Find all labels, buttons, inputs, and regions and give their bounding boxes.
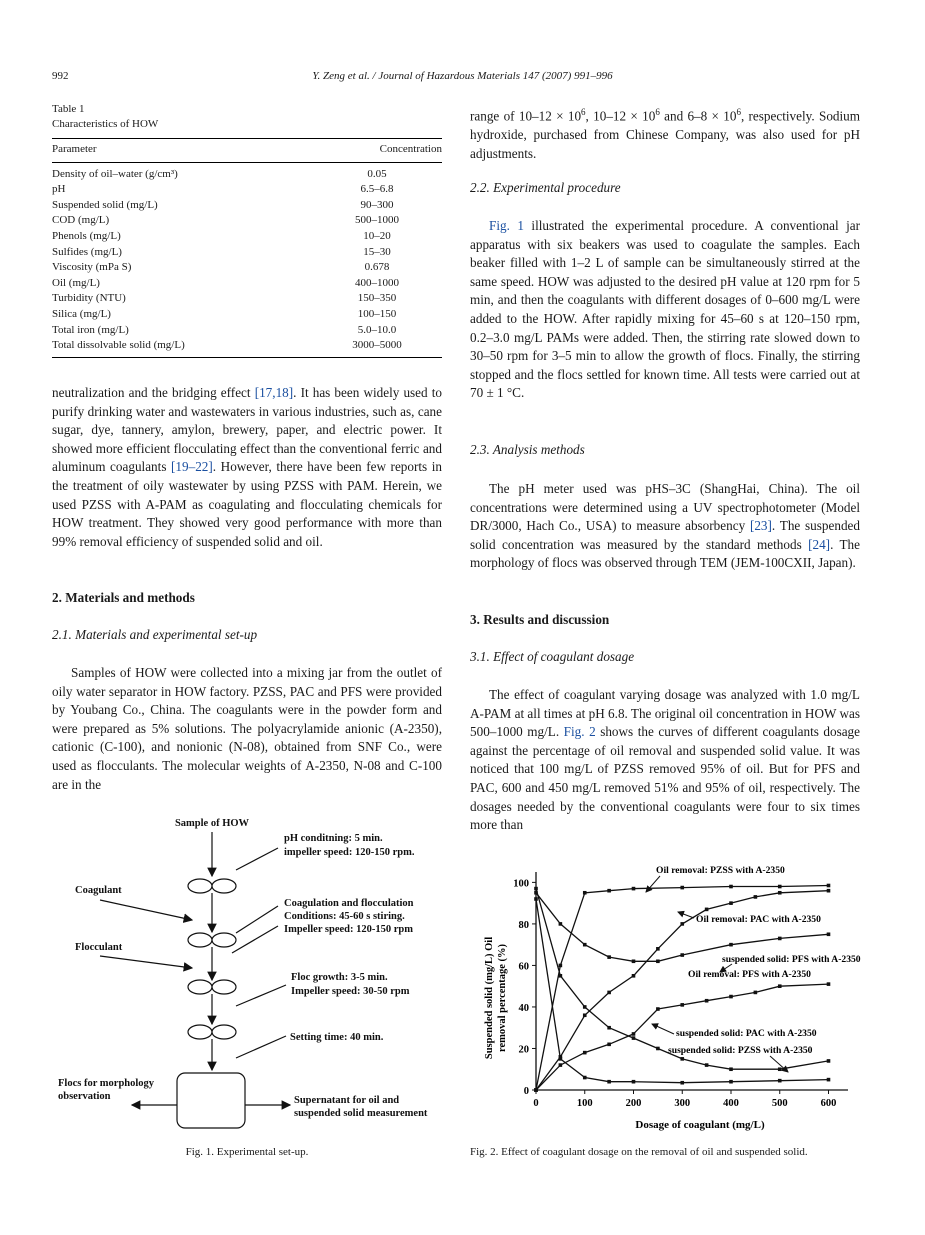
data-point <box>607 991 611 995</box>
table-row <box>52 198 442 214</box>
table-row <box>52 276 442 292</box>
data-point <box>534 891 538 895</box>
parameter-cell: COD (mg/L) <box>52 214 110 227</box>
intro-text: . However, there have been few reports in the treatment of oily wastewater by using PZSS with PAM. Herein, we used PZSS with A-PAM as coagulating and flocculating chemicals for HOW treatment. They showed very good performance with more than 99% removal efficiency of suspended solid and oil. <box>52 459 443 549</box>
x-tick-label: 0 <box>533 1098 539 1109</box>
data-point <box>583 1005 587 1009</box>
series-annotation: suspended solid: PFS with A-2350 <box>722 954 861 965</box>
table-row <box>52 338 442 357</box>
series-annotation: Oil removal: PAC with A-2350 <box>696 914 821 925</box>
y-tick-label: 100 <box>513 878 529 890</box>
mw-text: range of 10–12 × 10 <box>470 108 582 124</box>
superscript: 6 <box>581 107 586 117</box>
table-row <box>52 245 442 261</box>
subsection-heading: 2.2. Experimental procedure <box>470 180 621 195</box>
flocs-label-line2: observation <box>58 1091 111 1102</box>
concentration-cell: 0.05 <box>367 167 387 180</box>
y-axis-label-line1: Suspended solid (mg/L) Oil <box>484 936 495 1060</box>
running-title: Y. Zeng et al. / Journal of Hazardous Materials 147 (2007) 991–996 <box>312 70 613 82</box>
results-text: shows the curves of different coagulants dosage against the percentage of oil removal and suspended solid value. It was noticed that 100 mg/L of PZSS removed 95% of oil. But for PFS and PAC, 600 and 450 mg/L removed 51% and 95% of oil, respectively. The dosages needed by the conventional coagulants were four to six times more than <box>470 724 861 833</box>
data-point <box>583 1013 587 1017</box>
data-point <box>729 1080 733 1084</box>
right-column-procedure <box>470 217 860 403</box>
table-label: Table 1 <box>52 103 85 115</box>
data-point <box>583 891 587 895</box>
data-point <box>827 982 831 986</box>
subsection-heading: 3.1. Effect of coagulant dosage <box>470 649 635 664</box>
data-point <box>778 885 782 889</box>
y-tick-label: 80 <box>518 919 529 931</box>
step2-line2: Conditions: 45-60 s stiring. <box>284 911 405 922</box>
concentration-cell: 6.5–6.8 <box>360 183 394 196</box>
data-point <box>559 1063 563 1067</box>
data-point <box>607 889 611 893</box>
table-row <box>52 307 442 323</box>
data-point <box>680 886 684 890</box>
figure-link[interactable]: Fig. 1 <box>489 218 524 233</box>
citation-link[interactable]: [17,18] <box>254 385 294 400</box>
supernatant-line2: suspended solid measurement <box>294 1108 428 1119</box>
data-point <box>680 922 684 926</box>
data-point <box>583 943 587 947</box>
section-heading: 2. Materials and methods <box>52 590 195 605</box>
data-point <box>729 943 733 947</box>
citation-link[interactable]: [23] <box>749 518 772 534</box>
parameter-cell: Total iron (mg/L) <box>52 323 129 336</box>
x-tick-label: 600 <box>820 1098 837 1109</box>
procedure-text: illustrated the experimental procedure. A conventional jar apparatus with six beakers was used to coagulate the samples. Each beaker filled with 1–2 L of sample can be simultaneously stirred at the same speed. HOW was adjusted to the desired pH value at 120 rpm for 5 min, and then the coagulants with different dosages of 0–600 mg/L were added to the HOW. After rapidly mixing for 45–60 s at 120–150 rpm, 0.2–3.0 mg/L PAMs were added. Then, the stirring rate slowed down to 30–50 rpm for 3–5 min to allow the growth of flocs. Finally, the stirring stopped and the flocs settled for known time. All tests were carried out at 70 ± 1 °C. <box>470 218 860 401</box>
data-point <box>680 1003 684 1007</box>
step2-line3: Impeller speed: 120-150 rpm <box>284 924 413 935</box>
data-point <box>632 1036 636 1040</box>
data-point <box>607 1043 611 1047</box>
data-point <box>827 1059 831 1063</box>
data-point <box>778 937 782 941</box>
superscript: 6 <box>736 107 741 117</box>
data-point <box>656 1047 660 1051</box>
step2-line1: Coagulation and flocculation <box>284 898 414 909</box>
citation-link[interactable]: [19–22] <box>171 459 213 475</box>
mw-text: and 6–8 × 10 <box>659 108 737 124</box>
data-point <box>632 974 636 978</box>
parameter-cell: Total dissolvable solid (mg/L) <box>52 338 272 357</box>
data-point <box>656 947 660 951</box>
data-point <box>729 1067 733 1071</box>
sample-label: Sample of HOW <box>174 818 250 829</box>
series-annotation: suspended solid: PAC with A-2350 <box>676 1028 817 1039</box>
data-point <box>607 955 611 959</box>
coagulant-dosage-chart <box>470 858 880 1136</box>
step1-line1: pH conditning: 5 min. <box>284 833 383 844</box>
flocs-label-line1: Flocs for morphology <box>58 1078 155 1089</box>
data-point <box>559 974 563 978</box>
concentration-cell: 0.678 <box>364 261 390 274</box>
data-point <box>729 885 733 889</box>
figure-link[interactable]: Fig. 2 <box>563 724 596 740</box>
parameter-cell: Sulfides (mg/L) <box>52 245 122 258</box>
data-point <box>705 999 709 1003</box>
data-point <box>754 895 758 899</box>
concentration-cell: 10–20 <box>363 229 391 242</box>
x-axis-label: Dosage of coagulant (mg/L) <box>635 1119 765 1131</box>
parameter-cell: Silica (mg/L) <box>52 307 111 320</box>
step3-line2: Impeller speed: 30-50 rpm <box>291 986 410 997</box>
characteristics-table <box>52 138 442 358</box>
data-point <box>827 932 831 936</box>
right-column-mw <box>470 103 860 163</box>
left-column-intro <box>52 384 442 551</box>
data-point <box>705 1063 709 1067</box>
table-row <box>52 213 442 229</box>
concentration-cell: 400–1000 <box>355 276 399 289</box>
data-point <box>680 953 684 957</box>
coagulant-label: Coagulant <box>75 885 122 896</box>
citation-link[interactable]: [24] <box>808 536 831 552</box>
table-title: Characteristics of HOW <box>52 118 159 130</box>
concentration-cell: 90–300 <box>360 198 394 211</box>
parameter-cell: Oil (mg/L) <box>52 276 100 289</box>
data-point <box>656 1007 660 1011</box>
data-point <box>559 964 563 968</box>
annotation-arrow <box>678 912 694 918</box>
series-annotation: Oil removal: PZSS with A-2350 <box>656 865 785 876</box>
y-tick-label: 0 <box>523 1086 529 1097</box>
step4-label: Setting time: 40 min. <box>290 1032 384 1043</box>
concentration-cell: 5.0–10.0 <box>357 323 397 336</box>
right-column-analysis <box>470 480 860 573</box>
data-point <box>583 1076 587 1080</box>
step1-line2: impeller speed: 120-150 rpm. <box>284 847 415 858</box>
data-point <box>680 1081 684 1085</box>
analysis-text: The pH meter used was pHS–3C (ShangHai, China). The oil concentrations were determined using a UV spectrophotometer (Model DR/3000, Hach Co., USA) to measure absorbency <box>470 481 860 534</box>
data-point <box>632 1032 636 1036</box>
table-row <box>52 323 442 339</box>
concentration-cell: 100–150 <box>357 307 397 320</box>
parameter-cell: pH <box>52 183 66 196</box>
parameter-cell: Density of oil–water (g/cm³) <box>52 167 178 180</box>
subsection-heading: 2.3. Analysis methods <box>470 442 585 457</box>
analysis-text: . The morphology of flocs was observed through TEM (JEM-100CXII, Japan). <box>470 536 860 571</box>
table-row <box>52 162 442 182</box>
concentration-cell: 500–1000 <box>355 214 399 227</box>
data-point <box>632 887 636 891</box>
figure2-caption: Fig. 2. Effect of coagulant dosage on the removal of oil and suspended solid. <box>470 1146 808 1158</box>
data-point <box>778 1067 782 1071</box>
data-point <box>705 908 709 912</box>
x-tick-label: 200 <box>625 1098 642 1109</box>
mw-text: , 10–12 × 10 <box>585 108 656 124</box>
annotation-arrow <box>646 876 660 892</box>
superscript: 6 <box>655 107 660 117</box>
parameter-cell: Viscosity (mPa S) <box>52 261 132 274</box>
right-column-results <box>470 686 860 835</box>
data-point <box>632 959 636 963</box>
y-tick-label: 40 <box>518 1002 529 1014</box>
data-point <box>827 884 831 888</box>
data-point <box>778 1079 782 1083</box>
data-point <box>607 1026 611 1030</box>
data-point <box>607 1080 611 1084</box>
data-point <box>559 1057 563 1061</box>
parameter-cell: Suspended solid (mg/L) <box>52 198 158 211</box>
table-row <box>52 229 442 245</box>
concentration-cell: 15–30 <box>363 245 391 258</box>
materials-paragraph: Samples of HOW were collected into a mixing jar from the outlet of oily water separator in HOW factory. PZSS, PAC and PFS were provided by Youbang Co., China. The coagulants were in the powder form and were prepared as 5% solutions. The polyacrylamide anionic (A-2350), cationic (C-100), and nonionic (N-08), obtained from SNF Co., were used as flocculants. The molecular weights of A-2350, N-08 and C-100 are in the <box>52 665 442 792</box>
figure1-caption: Fig. 1. Experimental set-up. <box>185 1146 309 1158</box>
intro-text: neutralization and the bridging effect <box>52 385 255 400</box>
step3-line1: Floc growth: 3-5 min. <box>291 972 388 983</box>
section-heading: 3. Results and discussion <box>470 612 610 627</box>
y-tick-label: 60 <box>518 961 529 973</box>
parameter-cell: Phenols (mg/L) <box>52 229 121 242</box>
data-point <box>534 897 538 901</box>
supernatant-line1: Supernatant for oil and <box>294 1095 400 1106</box>
series-annotation: suspended solid: PZSS with A-2350 <box>668 1045 813 1056</box>
mw-text: , respectively. Sodium hydroxide, purchased from Chinese Company, was also used for pH adjustments. <box>470 108 861 161</box>
table-row <box>52 291 442 307</box>
y-axis-label-line2: removal percentage (%) <box>497 943 508 1053</box>
data-point <box>778 984 782 988</box>
data-point <box>534 887 538 891</box>
intro-text: . It has been widely used to purify drinking water and wastewaters in various industries, such as, cane sugar, dye, tannery, amylon, brewery, paper, and electric power. It showed more efficient flocculating effect than the conventional ferric and aluminum coagulants <box>52 385 442 475</box>
analysis-text: . The suspended solid concentration was measured by the standard methods <box>470 518 860 552</box>
data-point <box>583 1051 587 1055</box>
subsection-heading: 2.1. Materials and experimental set-up <box>52 627 258 642</box>
annotation-arrow <box>652 1024 674 1034</box>
x-tick-label: 100 <box>576 1098 593 1109</box>
data-point <box>827 889 831 893</box>
table-header-parameter: Parameter <box>52 139 272 163</box>
data-point <box>729 995 733 999</box>
y-tick-label: 20 <box>518 1044 529 1056</box>
page-number: 992 <box>52 70 69 82</box>
x-tick-label: 300 <box>674 1098 691 1109</box>
x-tick-label: 500 <box>771 1098 788 1109</box>
series-line <box>536 893 829 962</box>
results-text: The effect of coagulant varying dosage was analyzed with 1.0 mg/L A-PAM at all times at pH 6.8. The original oil concentration in HOW was 500–1000 mg/L. <box>470 687 860 740</box>
data-point <box>778 891 782 895</box>
data-point <box>680 1057 684 1061</box>
concentration-cell: 150–350 <box>357 292 397 305</box>
x-tick-label: 400 <box>723 1098 739 1109</box>
data-point <box>559 922 563 926</box>
left-column-materials <box>52 664 442 794</box>
concentration-cell: 3000–5000 <box>272 338 442 357</box>
table-row <box>52 260 442 276</box>
experimental-setup-diagram <box>40 808 450 1130</box>
flocculant-label: Flocculant <box>75 942 123 953</box>
parameter-cell: Turbidity (NTU) <box>52 292 126 305</box>
series-annotation: Oil removal: PFS with A-2350 <box>688 969 811 980</box>
table-row <box>52 182 442 198</box>
data-point <box>632 1080 636 1084</box>
data-point <box>827 1078 831 1082</box>
data-point <box>729 901 733 905</box>
data-point <box>754 991 758 995</box>
data-point <box>656 959 660 963</box>
table-header-concentration: Concentration <box>272 139 442 163</box>
